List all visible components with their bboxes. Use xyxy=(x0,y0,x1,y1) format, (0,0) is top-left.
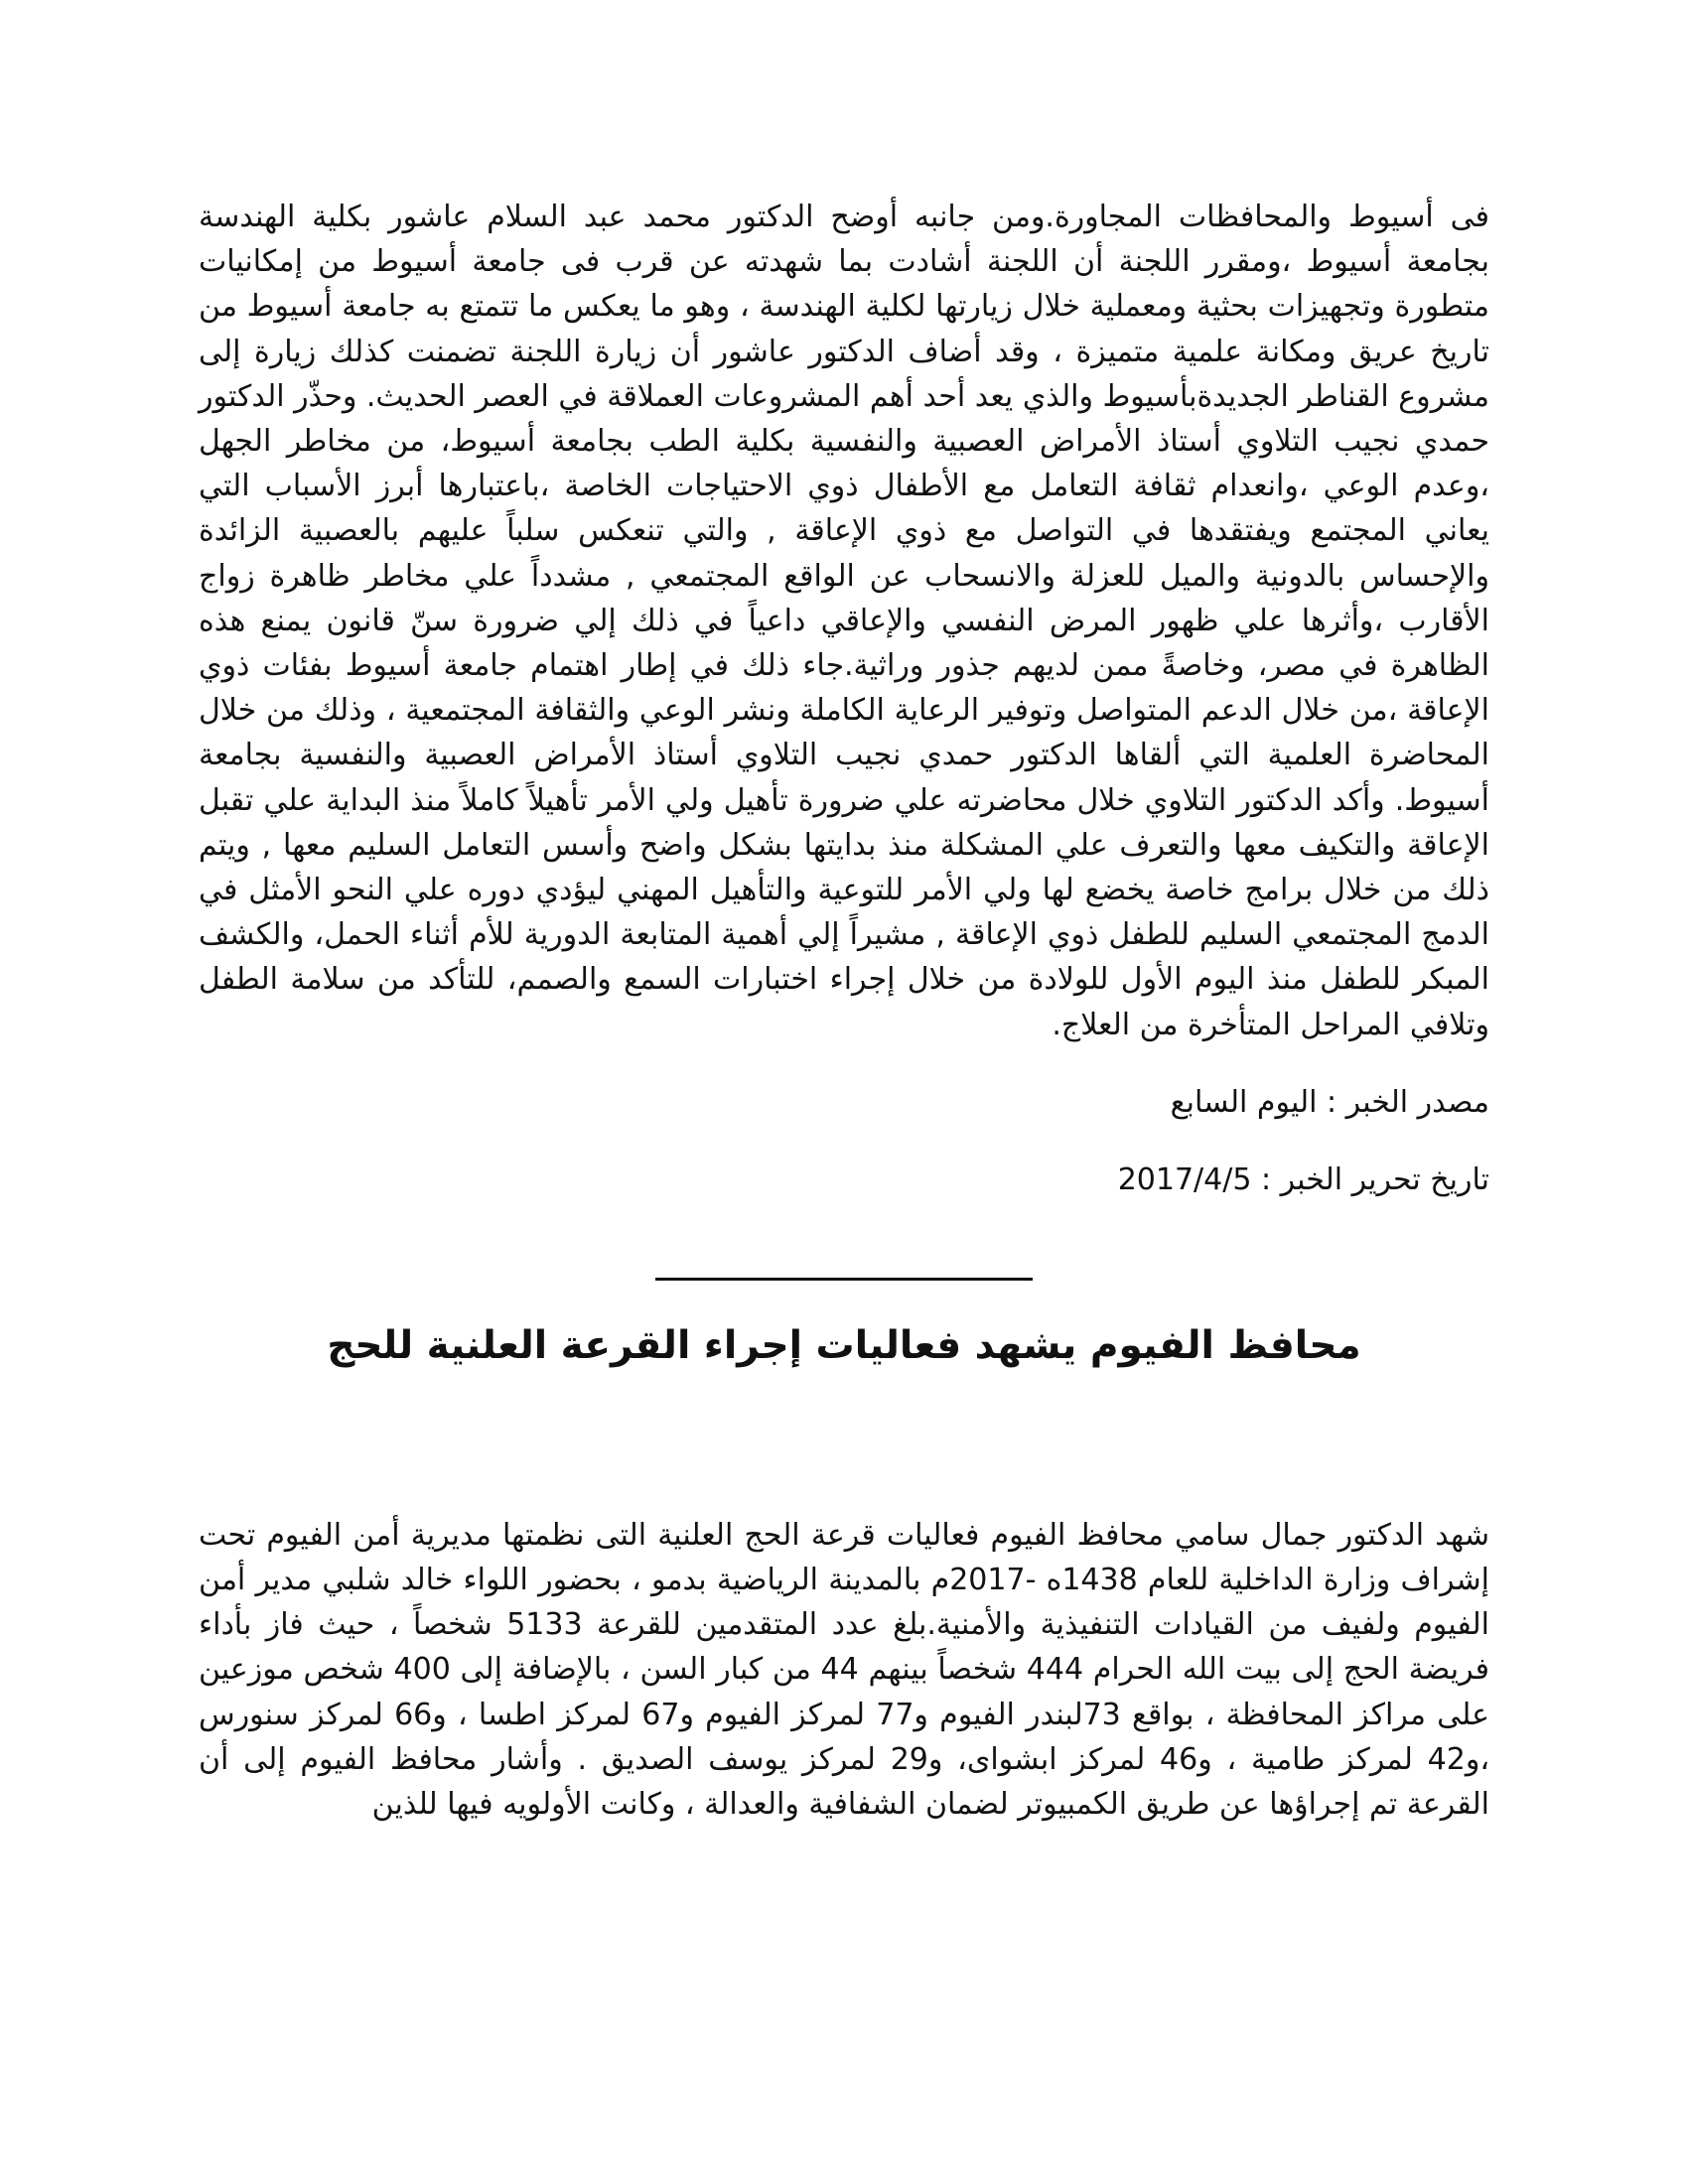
document-page xyxy=(199,189,1489,2075)
article-one-body: فى أسيوط والمحافظات المجاورة.ومن جانبه أوضح الدكتور محمد عبد السلام عاشور بكلية الهندسة بجامعة أسيوط ،ومقرر اللجنة أن اللجنة أشادت بما شهدته عن قرب فى جامعة أسيوط من إمكانيات متطورة وتجهيزات بحثية ومعملية خلال زيارتها لكلية الهندسة ، وهو ما يعكس ما تتمتع به جامعة أسيوط من تاريخ عريق ومكانة علمية متميزة ، وقد أضاف الدكتور عاشور أن زيارة اللجنة تضمنت كذلك زيارة إلى مشروع القناطر الجديدةبأسيوط والذي يعد أحد أهم المشروعات العملاقة في العصر الحديث. وحذّر الدكتور حمدي نجيب التلاوي أستاذ الأمراض العصبية والنفسية بكلية الطب بجامعة أسيوط، من مخاطر الجهل ،وعدم الوعي ،وانعدام ثقافة التعامل مع الأطفال ذوي الاحتياجات الخاصة ،باعتبارها أبرز الأسباب التي يعاني المجتمع ويفتقدها في التواصل مع ذوي الإعاقة , والتي تنعكس سلباً عليهم بالعصبية الزائدة والإحساس بالدونية والميل للعزلة والانسحاب عن الواقع المجتمعي , مشدداً علي مخاطر ظاهرة زواج الأقارب ،وأثرها علي ظهور المرض النفسي والإعاقي داعياً في ذلك إلي ضرورة سنّ قانون يمنع هذه الظاهرة في مصر، وخاصةً ممن لديهم جذور وراثية.جاء ذلك في إطار اهتمام جامعة أسيوط بفئات ذوي الإعاقة ،من خلال الدعم المتواصل وتوفير الرعاية الكاملة ونشر الوعي والثقافة المجتمعية ، وذلك من خلال المحاضرة العلمية التي ألقاها الدكتور حمدي نجيب التلاوي أستاذ الأمراض العصبية والنفسية بجامعة أسيوط. وأكد الدكتور التلاوي خلال محاضرته علي ضرورة تأهيل ولي الأمر تأهيلاً كاملاً منذ البداية علي تقبل الإعاقة والتكيف معها والتعرف علي المشكلة منذ بدايتها بشكل واضح وأسس التعامل السليم معها , ويتم ذلك من خلال برامج خاصة يخضع لها ولي الأمر للتوعية والتأهيل المهني ليؤدي دوره علي النحو الأمثل في الدمج المجتمعي السليم للطفل ذوي الإعاقة , مشيراً إلي أهمية المتابعة الدورية للأم أثناء الحمل، والكشف المبكر للطفل منذ اليوم الأول للولادة من خلال إجراء اختبارات السمع والصمم، للتأكد من سلامة الطفل وتلافي المراحل المتأخرة من العلاج. xyxy=(199,200,1489,1042)
news-date-line: تاريخ تحرير الخبر : 2017/4/5 xyxy=(1117,1161,1489,1197)
article-two-headline: محافظ الفيوم يشهد فعاليات إجراء القرعة العلنية للحج xyxy=(327,1322,1361,1368)
news-source-line: مصدر الخبر : اليوم السابع xyxy=(1170,1084,1489,1120)
section-divider xyxy=(655,1278,1033,1281)
article-two-body: شهد الدكتور جمال سامي محافظ الفيوم فعاليات قرعة الحج العلنية التى نظمتها مديرية أمن الفيوم تحت إشراف وزارة الداخلية للعام 1438ه -2017م بالمدينة الرياضية بدمو ، بحضور اللواء خالد شلبي مدير أمن الفيوم ولفيف من القيادات التنفيذية والأمنية.بلغ عدد المتقدمين للقرعة 5133 شخصاً ، حيث فاز بأداء فريضة الحج إلى بيت الله الحرام 444 شخصاً بينهم 44 من كبار السن ، بالإضافة إلى 400 شخص موزعين على مراكز المحافظة ، بواقع 73لبندر الفيوم و77 لمركز الفيوم و67 لمركز اطسا ، و66 لمركز سنورس ،و42 لمركز طامية ، و46 لمركز ابشواى، و29 لمركز يوسف الصديق . وأشار محافظ الفيوم إلى أن القرعة تم إجراؤها عن طريق الكمبيوتر لضمان الشفافية والعدالة ، وكانت الأولويه فيها للذين xyxy=(199,1517,1490,1823)
